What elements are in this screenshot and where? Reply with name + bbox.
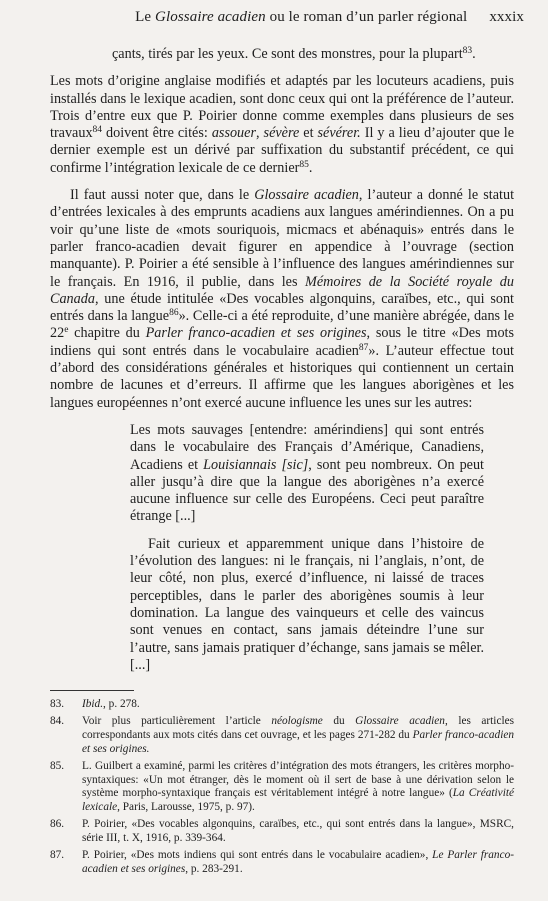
footnote-ref: 87 <box>358 342 369 353</box>
quote-continuation: çants, tirés par les yeux. Ce sont des monstres, pour la plupart$^{83}$. <box>112 46 476 62</box>
footnote-ref: 85 <box>299 159 309 170</box>
footnote-83: 83. Ibid., p. 278. <box>50 698 140 710</box>
footnote-ref: 86 <box>169 308 179 319</box>
footnote-87: 87. P. Poirier, «Des mots indiens qui sont entrés dans le vocabulaire acadien», Le Parler franco-acadien et ses origines, p. 283-291. <box>50 849 514 875</box>
main-text <box>50 46 514 674</box>
footnote-85: 85. L. Guilbert a examiné, parmi les critères d’intégration des mots étrangers, les critères morpho-syntaxiques: «Un mot étranger, dès le moment où il sert de base à une dérivation selon le système morpho-syntaxique français est véritablement intégré à notre langue» (La Créativité lexicale, Paris, Larousse, 1975, p. 97). <box>50 759 514 814</box>
paragraph-anglicisms: Les mots d’origine anglaise modifiés et adaptés par les locuteurs acadiens, puis installés dans le lexique acadien, sont donc ceux qui ont la préférence de l’auteur. Trois d’entre eux que P. Poirier donne comme exemples dans plusieurs de ses travaux$^{84}$ doivent être cités: assouer, sévère et sévérer. Il y a lieu d’ajouter que le dernier exemple est un dérivé par suffixation du substantif précédent, ce qui confirme l’intégration lexicale de ce dernier$^{85}$. <box>50 73 515 176</box>
running-title: Le Glossaire acadien ou le roman d’un parler régional <box>135 9 468 25</box>
footnote-86: 86. P. Poirier, «Des vocables algonquins, caraïbes, etc., qui sont entrés dans la langue», MSRC, série III, t. X, 1916, p. 339-364. <box>50 818 514 845</box>
quote-paragraph-2: Fait curieux et apparemment unique dans l’histoire de l’évolution des langues: ni le français, ni l’anglais, n’ont, de leur côté, non plus, exercé d’influence, ni laissé de traces perceptibles, dans le parler des aborigènes soumis à leur domination. La langue des vainqueurs et celle des vaincus sont venues en contact, sans jamais déteindre l’une sur l’autre, sans jamais pratiquer d’échange, sans jamais se mêler. [...] <box>130 535 484 673</box>
footnote-ref: 84 <box>92 125 103 136</box>
footnote-84: 84. Voir plus particulièrement l’article néologisme du Glossaire acadien, les articles correspondants aux mots cités dans cet ouvrage, et les pages 271-282 du Parler franco-acadien et ses origines. <box>50 714 515 755</box>
footnote-ref: 83 <box>462 46 473 56</box>
footnote-rule <box>50 690 134 691</box>
quote-paragraph-1: Les mots sauvages [entendre: amérindiens] qui sont entrés dans le vocabulaire des Français d’Amérique, Canadiens, Acadiens et Louisiannais [sic], sont peu nombreux. On peut aller jusqu’à dire que la langue des aborigènes n’a exercé aucune influence sur celle des Européens. Ceci peut paraître étrange [...] <box>130 421 484 525</box>
footnotes <box>50 698 514 880</box>
block-quote <box>130 422 484 674</box>
page-number: xxxix <box>489 9 524 25</box>
paragraph-amerindian: Il faut aussi noter que, dans le Glossaire acadien, l’auteur a donné le statut d’entrées lexicales à des emprunts acadiens aux langues amérindiennes. On a pu voir qu’une liste de «mots souriquois, micmacs et abénaquis» entrés dans le parler franco-acadien devait figurer en appendice à l’ouvrage (section manquante). P. Poirier a été sensible à l’influence des langues amérindiennes sur le français. En 1916, il publie, dans les Mémoires de la Société royale du Canada, une étude intitulée «Des vocables algonquins, caraïbes, etc., qui sont entrés dans la langue$^{86}$». Celle-ci a été reproduite, d’une manière abrégée, dans le 22e chapitre du Parler franco-acadien et ses origines, sous le titre «Des mots indiens qui sont entrés dans le vocabulaire acadien$^{87}$». L’auteur effectue tout d’abord des considérations générales et historiques qui contiennent un certain nombre de lacunes et d’erreurs. Il affirme que les langues aborigènes et les langues européennes n’ont exercé aucune influence les unes sur les autres: <box>50 187 515 411</box>
running-header <box>0 9 524 26</box>
